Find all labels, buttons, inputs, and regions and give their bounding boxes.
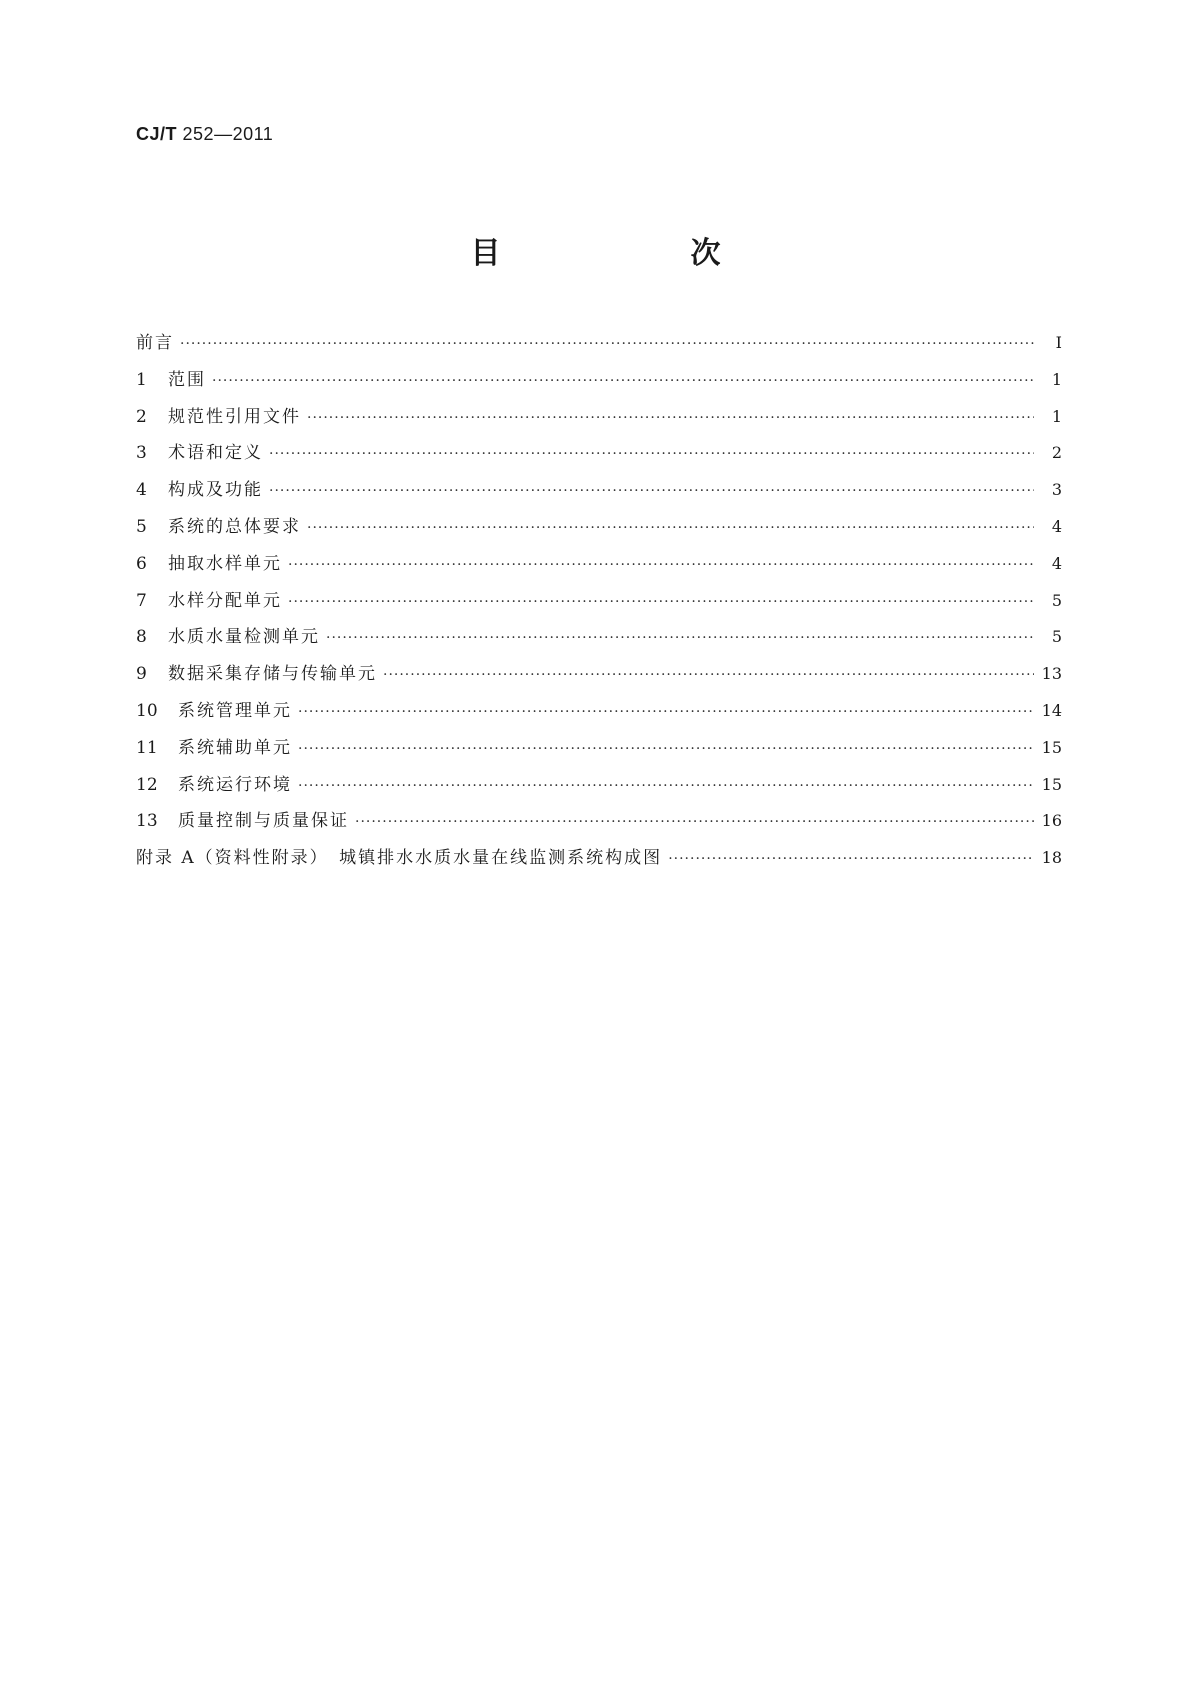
toc-entry-page: 16 — [1041, 811, 1062, 831]
toc-entry-number: 2 — [136, 406, 147, 427]
toc-entry-label: 系统管理单元 — [178, 700, 292, 721]
table-of-contents — [136, 328, 1062, 880]
toc-leader-dots — [383, 667, 1034, 683]
toc-entry-page: Ⅰ — [1055, 333, 1062, 352]
toc-entry-page: 15 — [1041, 737, 1062, 757]
toc-entry-page: 5 — [1051, 590, 1062, 610]
toc-entry-label: 范围 — [168, 369, 206, 390]
toc-entry-page: 5 — [1051, 627, 1062, 647]
toc-entry-6[interactable] — [136, 549, 1062, 586]
toc-entry-number: 1 — [136, 369, 147, 390]
toc-entry-page: 1 — [1051, 406, 1062, 426]
toc-entry-2[interactable] — [136, 402, 1062, 439]
toc-entry-label: 系统辅助单元 — [178, 737, 292, 758]
toc-entry-number: 12 — [136, 774, 158, 795]
toc-leader-dots — [269, 446, 1034, 462]
toc-entry-10[interactable] — [136, 696, 1062, 733]
toc-entry-8[interactable] — [136, 622, 1062, 659]
toc-entry-label: 构成及功能 — [168, 480, 263, 501]
toc-entry-7[interactable] — [136, 586, 1062, 623]
standard-number: 252—2011 — [182, 124, 274, 144]
toc-leader-dots — [307, 520, 1034, 536]
toc-leader-dots — [288, 557, 1034, 573]
toc-entry-number: 7 — [136, 590, 147, 611]
toc-entry-page: 14 — [1041, 700, 1062, 720]
toc-entry-label: 水样分配单元 — [168, 590, 282, 611]
toc-leader-dots — [269, 483, 1034, 499]
toc-leader-dots — [298, 741, 1034, 757]
toc-entry-12[interactable] — [136, 770, 1062, 807]
toc-entry-page: 4 — [1051, 553, 1062, 573]
toc-entry-number: 13 — [136, 811, 158, 832]
toc-entry-number: 5 — [136, 516, 147, 537]
toc-entry-label: 系统运行环境 — [178, 774, 292, 795]
toc-entry-number: 9 — [136, 664, 147, 685]
toc-entry-appendix-a[interactable] — [136, 843, 1062, 880]
toc-leader-dots — [307, 410, 1034, 426]
toc-leader-dots — [355, 814, 1034, 830]
toc-entry-page: 3 — [1051, 480, 1062, 500]
toc-entry-page: 1 — [1051, 369, 1062, 389]
standard-code — [136, 124, 273, 145]
toc-leader-dots — [288, 594, 1034, 610]
toc-entry-number: 10 — [136, 700, 158, 721]
toc-entry-13[interactable] — [136, 806, 1062, 843]
toc-entry-number: 4 — [136, 480, 147, 501]
toc-leader-dots — [180, 336, 1034, 352]
toc-entry-foreword[interactable] — [136, 328, 1062, 365]
toc-entry-number: 6 — [136, 553, 147, 574]
toc-leader-dots — [668, 851, 1034, 867]
toc-entry-page: 2 — [1051, 443, 1062, 463]
toc-entry-5[interactable] — [136, 512, 1062, 549]
toc-entry-4[interactable] — [136, 475, 1062, 512]
toc-entry-label: 前言 — [136, 333, 174, 353]
toc-entry-label: 系统的总体要求 — [168, 516, 301, 537]
toc-entry-page: 4 — [1051, 516, 1062, 536]
toc-entry-page: 13 — [1041, 664, 1062, 684]
toc-leader-dots — [298, 778, 1034, 794]
toc-leader-dots — [212, 373, 1034, 389]
toc-entry-label: 术语和定义 — [168, 443, 263, 464]
toc-entry-11[interactable] — [136, 733, 1062, 770]
toc-leader-dots — [298, 704, 1034, 720]
toc-entry-page: 15 — [1041, 774, 1062, 794]
toc-entry-1[interactable] — [136, 365, 1062, 402]
toc-leader-dots — [326, 630, 1034, 646]
standard-prefix: CJ/T — [136, 124, 178, 144]
toc-entry-label: 质量控制与质量保证 — [178, 811, 349, 832]
toc-entry-number: 3 — [136, 443, 147, 464]
toc-entry-label: 附录 A（资料性附录） 城镇排水水质水量在线监测系统构成图 — [136, 848, 663, 869]
toc-entry-9[interactable] — [136, 659, 1062, 696]
toc-entry-page: 18 — [1041, 848, 1062, 868]
toc-entry-label: 数据采集存储与传输单元 — [168, 664, 377, 685]
toc-entry-label: 抽取水样单元 — [168, 553, 282, 574]
toc-entry-number: 11 — [136, 737, 158, 758]
page-title: 目 次 — [470, 236, 801, 271]
toc-entry-label: 水质水量检测单元 — [168, 627, 320, 648]
toc-entry-number: 8 — [136, 627, 147, 648]
toc-entry-3[interactable] — [136, 438, 1062, 475]
toc-entry-label: 规范性引用文件 — [168, 406, 301, 427]
